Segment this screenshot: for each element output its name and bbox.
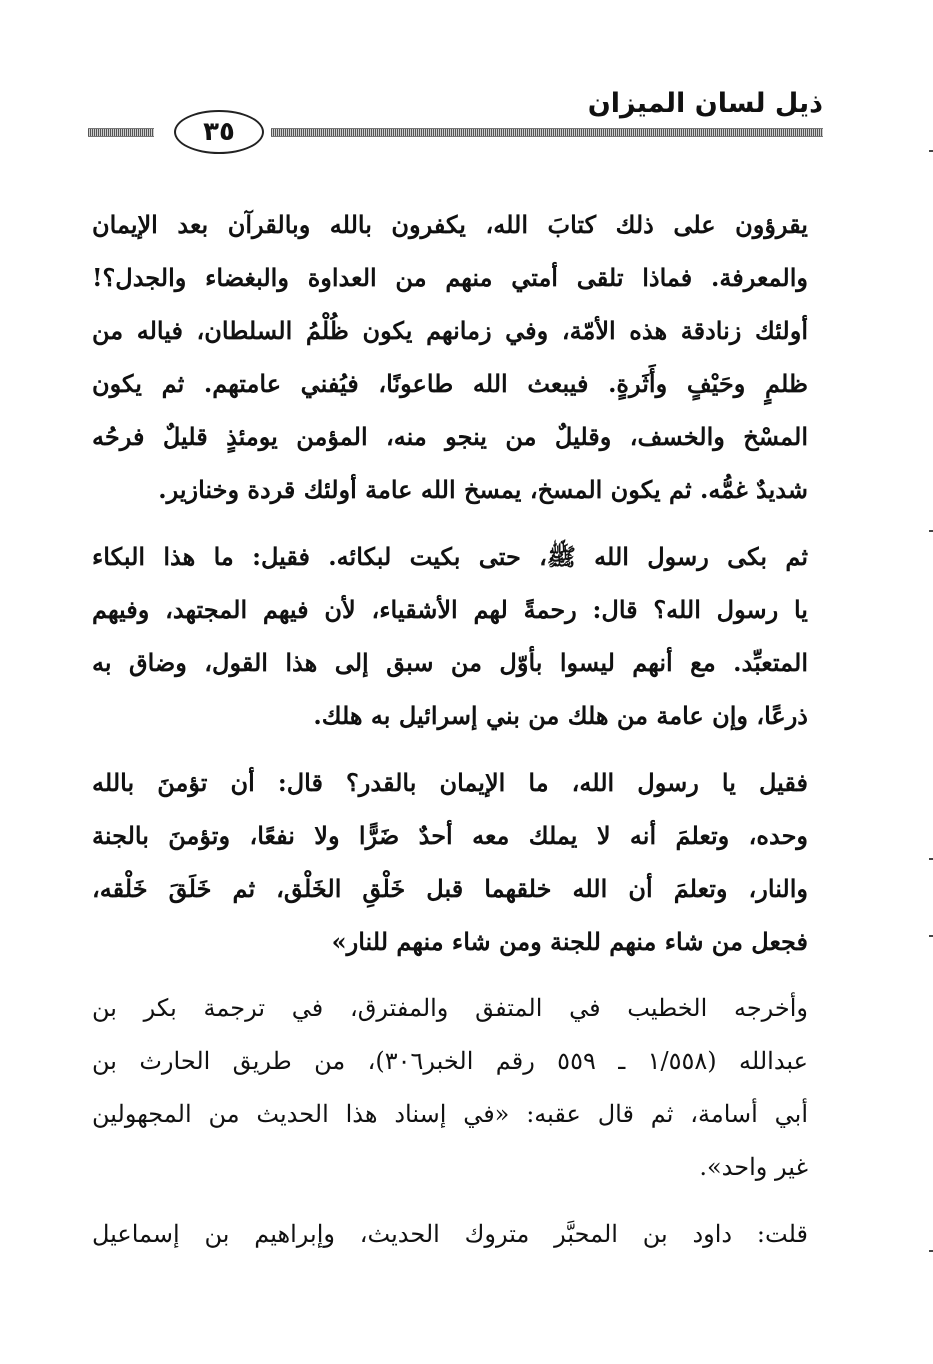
running-title: ذيل لسان الميزان [587, 88, 823, 119]
text-line: عبدالله (١/٥٥٨ ـ ٥٥٩ رقم الخبر٣٠٦)، من طريق الحارث بن [92, 1047, 808, 1075]
text-line: والنار، وتعلمَ أن الله خلقهما قبل خَلْقِ الخَلْق، ثم خَلَقَ خَلْقه، [92, 874, 808, 903]
page-number: ٣٥ [174, 110, 264, 154]
text-line: المتعبِّد. مع أنهم ليسوا بأوّل من سبق إلى هذا القول، وضاق به [92, 648, 808, 677]
scan-edge-mark [929, 935, 933, 937]
page-header [88, 78, 823, 148]
text-line: أبي أسامة، ثم قال عقبه: «في إسناد هذا الحديث من المجهولين [92, 1100, 808, 1128]
text-line: فجعل من شاء منهم للجنة ومن شاء منهم للنار» [331, 927, 808, 956]
text-line: وأخرجه الخطيب في المتفق والمفترق، في ترجمة بكر بن [92, 994, 808, 1022]
paragraph-4 [92, 982, 808, 1194]
text-line: ذرعًا، وإن عامة من هلك من بني إسرائيل به هلك. [313, 701, 808, 730]
paragraph-1 [92, 198, 808, 516]
text-line: والمعرفة. فماذا تلقى أمتي منهم من العداوة والبغضاء والجدل؟! [92, 263, 808, 292]
text-line: المسْخ والخسف، وقليلٌ من ينجو منه، المؤمن يومئذٍ قليلٌ فرحُه [92, 422, 808, 451]
paragraph-gap [92, 1194, 808, 1208]
text-line: يا رسول الله؟ قال: رحمةً لهم الأشقياء، لأن فيهم المجتهد، وفيهم [92, 595, 808, 624]
paragraph-5 [92, 1208, 808, 1261]
text-line: قلت: داود بن المحبَّر متروك الحديث، وإبراهيم بن إسماعيل [92, 1220, 808, 1248]
scan-edge-mark [929, 150, 933, 152]
header-rule-left [88, 128, 154, 137]
text-line: شديدٌ غمُّه. ثم يكون المسخ، يمسخ الله عامة أولئك قردة وخنازير. [158, 475, 808, 504]
paragraph-3 [92, 756, 808, 968]
text-line: أولئك زنادقة هذه الأمّة، وفي زمانهم يكون ظُلْمُ السلطان، فياله من [92, 316, 808, 345]
text-line: يقرؤون على ذلك كتابَ الله، يكفرون بالله وبالقرآن بعد الإيمان [92, 210, 808, 239]
header-rule-right [271, 128, 823, 137]
text-line: ظلمٍ وحَيْفٍ وأَثَرةٍ. فيبعث الله طاعونًا، فيُفني عامتهم. ثم يكون [92, 369, 809, 398]
paragraph-gap [92, 516, 808, 530]
text-line: وحده، وتعلمَ أنه لا يملك معه أحدٌ ضَرًّا ولا نفعًا، وتؤمنَ بالجنة [92, 821, 808, 850]
paragraph-gap [92, 742, 808, 756]
scan-edge-mark [929, 530, 933, 532]
text-line: غير واحد». [699, 1153, 808, 1181]
paragraph-gap [92, 968, 808, 982]
text-line: فقيل يا رسول الله، ما الإيمان بالقدر؟ قال: أن تؤمنَ بالله [92, 768, 808, 797]
text-line: ثم بكى رسول الله ﷺ، حتى بكيت لبكائه. فقيل: ما هذا البكاء [92, 542, 809, 571]
page-body [92, 198, 808, 1261]
scan-edge-mark [929, 858, 933, 860]
scan-edge-mark [929, 1250, 933, 1252]
paragraph-2 [92, 530, 808, 742]
